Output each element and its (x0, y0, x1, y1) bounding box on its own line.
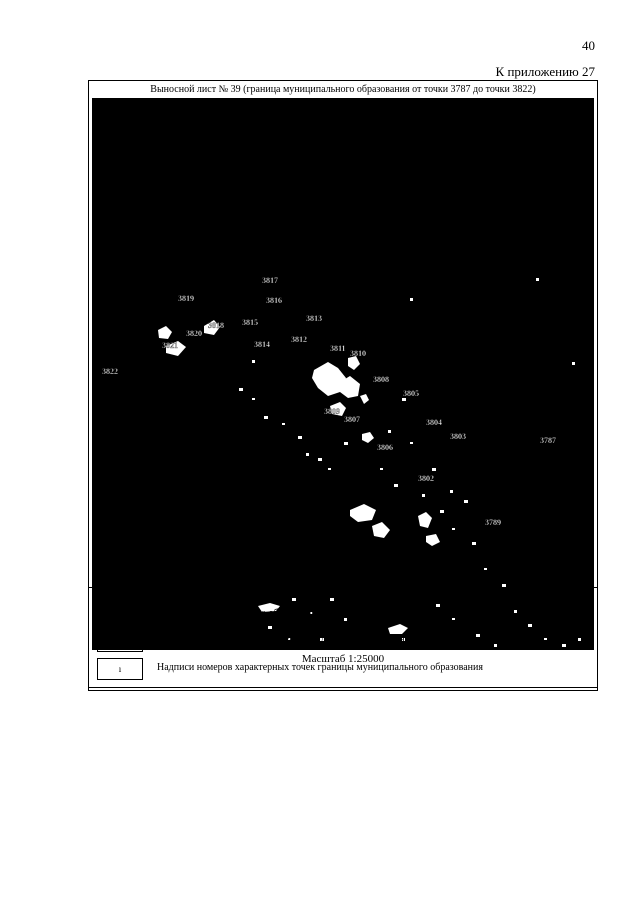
legend (88, 587, 598, 691)
point-label: 3802 (418, 474, 434, 483)
point-label: 3814 (254, 340, 270, 349)
line-icon (97, 604, 143, 626)
page-number: 40 (582, 38, 595, 53)
point-label: 3817 (262, 276, 278, 285)
point-label: 3809 (324, 407, 340, 416)
point-label: 3804 (426, 418, 442, 427)
point-label: 3808 (373, 375, 389, 384)
point-label: 3805 (403, 389, 419, 398)
point-label: 3787 (540, 436, 556, 445)
legend-title: Условные обозначения: (92, 591, 193, 602)
point-label: 3811 (330, 344, 346, 353)
dot-icon (97, 630, 143, 652)
legend-text: Характерная точка границы муниципального образования (157, 634, 405, 645)
point-label: 3819 (178, 294, 194, 303)
legend-item-point (97, 630, 587, 654)
legend-item-label (97, 658, 587, 682)
map-scale: Масштаб 1:25000 (301, 653, 385, 665)
point-labels (102, 276, 556, 527)
legend-text: Надписи номеров характерных точек границы муниципального образования (157, 662, 483, 673)
sheet-title: Выносной лист № 39 (граница муниципального образования от точки 3787 до точки 3822) (150, 84, 536, 95)
legend-item-boundary (97, 604, 587, 628)
point-label: 3818 (208, 321, 224, 330)
legend-text: Граница муниципального образования (157, 608, 322, 619)
point-label: 3807 (344, 415, 360, 424)
point-label: 3816 (266, 296, 282, 305)
tick-icon: ı (97, 658, 143, 680)
appendix-label: К приложению 27 (495, 64, 595, 79)
point-label: 3789 (485, 518, 501, 527)
point-label: 3822 (102, 367, 118, 376)
point-label: 3803 (450, 432, 466, 441)
satellite-map (92, 98, 594, 650)
point-label: 3813 (306, 314, 322, 323)
map-canvas (92, 98, 594, 650)
point-label: 3810 (350, 349, 366, 358)
point-label: 3815 (242, 318, 258, 327)
point-label: 3821 (162, 341, 178, 350)
point-label: 3806 (377, 443, 393, 452)
point-label: 3812 (291, 335, 307, 344)
point-label: 3820 (186, 329, 202, 338)
